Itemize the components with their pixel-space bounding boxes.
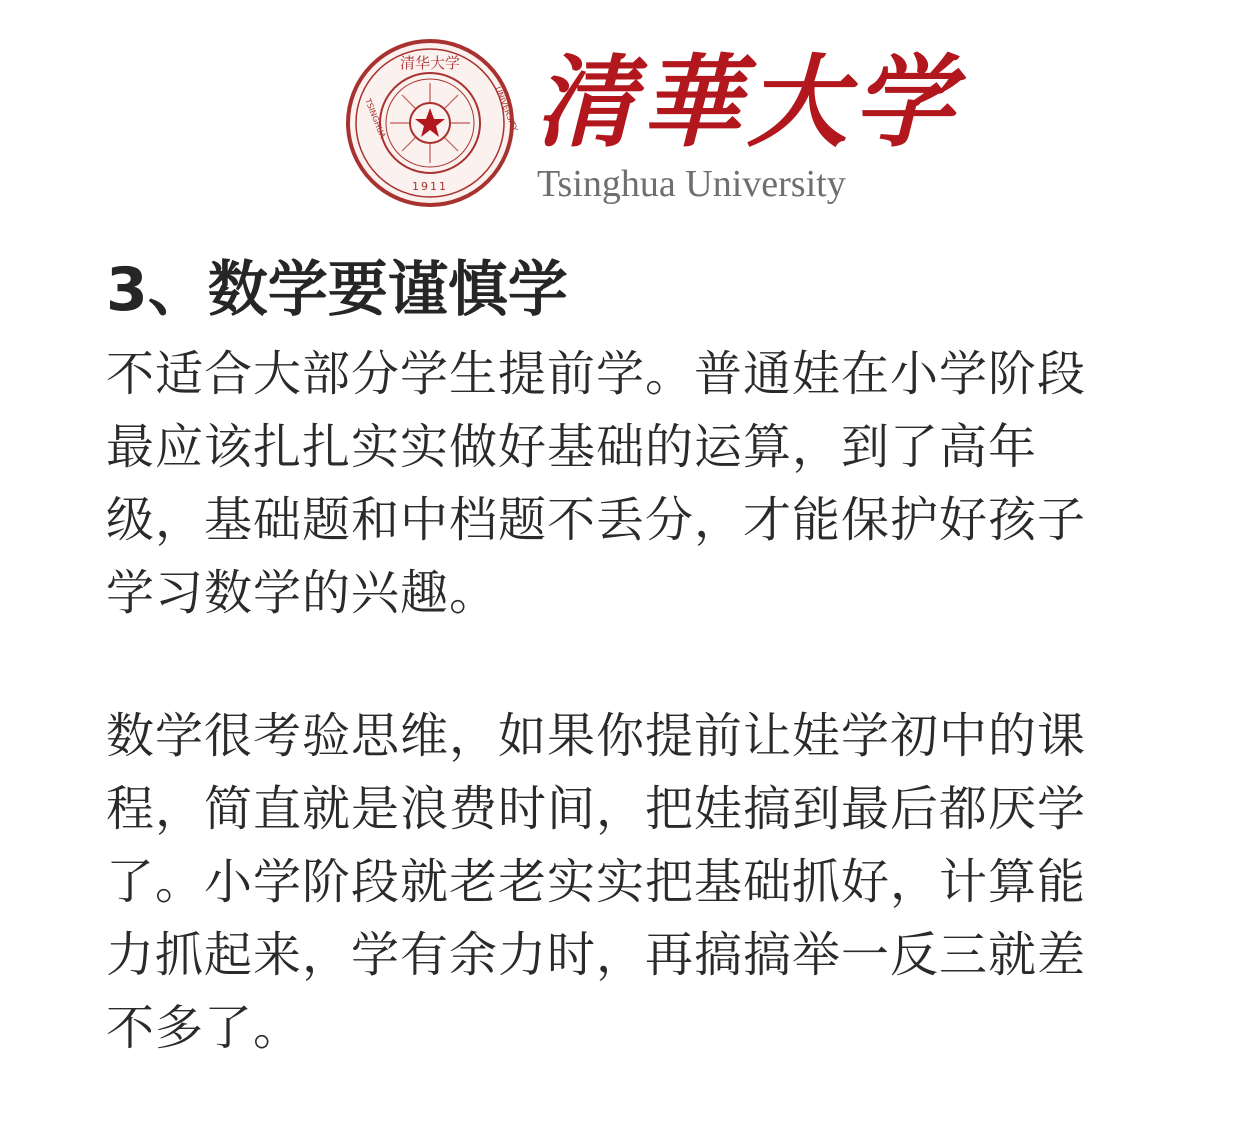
paragraph-2 — [106, 700, 1146, 1065]
brand-name-english: Tsinghua University — [537, 163, 846, 205]
brand-name-chinese: 清華大学 — [535, 43, 959, 161]
paragraph-line: 不多了。 — [106, 1000, 303, 1056]
paragraph-line: 程，简直就是浪费时间，把娃搞到最后都厌学 — [106, 781, 1087, 837]
paragraph-line: 不适合大部分学生提前学。普通娃在小学阶段 — [106, 346, 1087, 402]
seal-latin-right: UNIVERSITY — [493, 85, 520, 133]
paragraph-line: 级，基础题和中档题不丢分，才能保护好孩子 — [106, 492, 1087, 548]
university-logo — [345, 38, 959, 208]
paragraph-line: 了。小学阶段就老老实实把基础抓好，计算能 — [106, 854, 1087, 910]
paragraph-line: 最应该扎扎实实做好基础的运算，到了高年 — [106, 419, 1038, 475]
paragraph-line: 数学很考验思维，如果你提前让娃学初中的课 — [106, 708, 1087, 764]
section-heading: 3、数学要谨慎学 — [106, 255, 568, 325]
seal-top-text: 清华大学 — [399, 54, 461, 72]
seal-latin-left: TSINGHUA — [363, 97, 388, 140]
article — [106, 250, 1146, 1065]
paragraph-line: 力抓起来，学有余力时，再搞搞举一反三就差 — [106, 927, 1087, 983]
seal-year: 1911 — [412, 180, 448, 193]
university-seal-icon — [345, 38, 520, 208]
paragraph-line: 学习数学的兴趣。 — [106, 565, 499, 621]
paragraph-1 — [106, 338, 1146, 630]
